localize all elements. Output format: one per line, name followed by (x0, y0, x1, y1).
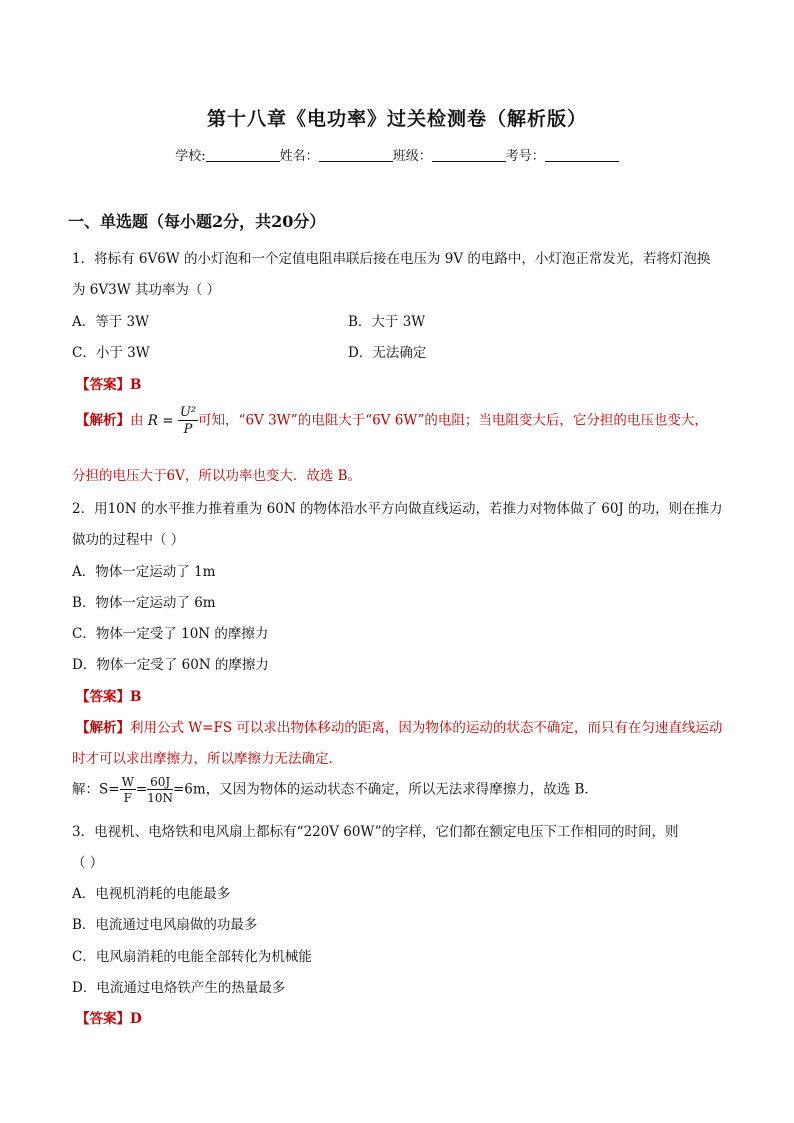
q2-option-d: D．物体一定受了 60N 的摩擦力 (72, 657, 269, 673)
q1-analysis-pre: 由 (130, 412, 144, 429)
q2-solution (72, 776, 598, 804)
solution-pre: 解：S= (72, 781, 120, 798)
q2-analysis-line1 (76, 716, 722, 736)
analysis-tag: 【解析】 (76, 412, 130, 429)
q1-stem-line2: 为 6V3W 其功率为（ ） (72, 282, 221, 298)
answer-tag: 【答案】 (76, 377, 130, 393)
fraction-numerator: 60J (147, 776, 173, 790)
q3-option-b: B．电流通过电风扇做的功最多 (72, 917, 258, 933)
q1-analysis-line1 (76, 406, 708, 436)
q1-option-a: A．等于 3W (72, 314, 150, 330)
solution-equals: = (135, 781, 148, 798)
q1-analysis-post: 可知，“6V 3W”的电阻大于“6V 6W”的电阻；当电阻变大后，它分担的电压也变大， (198, 412, 708, 429)
q3-option-a: A．电视机消耗的电能最多 (72, 886, 231, 902)
answer-tag: 【答案】 (76, 689, 130, 705)
school-blank (206, 148, 280, 162)
class-label: 班级： (392, 149, 432, 164)
exam-number-blank (545, 148, 619, 162)
fraction-numerator: W (121, 775, 134, 789)
solution-fraction-values (147, 776, 173, 804)
formula-lhs: R = (147, 412, 174, 429)
class-blank (432, 148, 506, 162)
q2-analysis-line2: 时才可以求出摩擦力，所以摩擦力无法确定． (72, 751, 342, 767)
q3-stem-line2: （ ） (72, 855, 104, 871)
exam-number-label: 考号： (505, 149, 545, 164)
formula-denominator: P (183, 422, 193, 437)
answer-tag: 【答案】 (76, 1011, 130, 1027)
name-blank (319, 148, 393, 162)
q1-option-c: C．小于 3W (72, 345, 150, 361)
formula-fraction (178, 406, 198, 436)
solution-fraction-w-f (120, 776, 136, 804)
q2-answer (76, 685, 141, 705)
q1-analysis-line2: 分担的电压大于6V，所以功率也变大．故选 B。 (72, 468, 362, 484)
q3-option-d: D．电流通过电烙铁产生的热量最多 (72, 980, 286, 996)
q2-option-a: A．物体一定运动了 1m (72, 564, 216, 580)
q3-stem-line1: 3．电视机、电烙铁和电风扇上都标有“220V 60W”的字样，它们都在额定电压下工作相同的时间，则 (72, 824, 679, 840)
q1-option-b: B．大于 3W (348, 314, 426, 330)
fraction-denominator: F (123, 791, 132, 805)
analysis-tag: 【解析】 (76, 720, 130, 736)
q2-analysis-text: 利用公式 W=FS 可以求出物体移动的距离，因为物体的运动的状态不确定，而只有在匀速直线运动 (130, 720, 723, 736)
q3-option-c: C．电风扇消耗的电能全部转化为机械能 (72, 949, 312, 965)
document-title: 第十八章《电功率》过关检测卷（解析版） (206, 108, 587, 130)
q3-answer-value: D (130, 1011, 142, 1027)
q1-answer-value: B (130, 377, 142, 393)
q2-stem-line2: 做功的过程中（ ） (72, 532, 185, 548)
q3-answer (76, 1007, 142, 1027)
solution-post: =6m，又因为物体的运动状态不确定，所以无法求得摩擦力，故选 B． (173, 781, 598, 798)
q1-formula (147, 405, 198, 437)
q2-option-c: C．物体一定受了 10N 的摩擦力 (72, 626, 269, 642)
section-heading: 一、单选题（每小题2分，共20分） (68, 212, 326, 231)
q2-stem-line1: 2．用10N 的水平推力推着重为 60N 的物体沿水平方向做直线运动，若推力对物体做了 60J 的功，则在推力 (72, 501, 723, 517)
student-info-line (0, 145, 794, 164)
q1-stem-line1: 1．将标有 6V6W 的小灯泡和一个定值电阻串联后接在电压为 9V 的电路中，小灯泡正常发光，若将灯泡换 (72, 251, 711, 267)
name-label: 姓名： (279, 149, 319, 164)
fraction-denominator: 10N (147, 791, 173, 805)
q2-option-b: B．物体一定运动了 6m (72, 595, 216, 611)
q2-answer-value: B (130, 689, 142, 705)
school-label: 学校: (175, 149, 206, 164)
q1-answer (76, 373, 141, 393)
formula-numerator: U² (179, 405, 197, 420)
q1-option-d: D．无法确定 (348, 345, 427, 361)
